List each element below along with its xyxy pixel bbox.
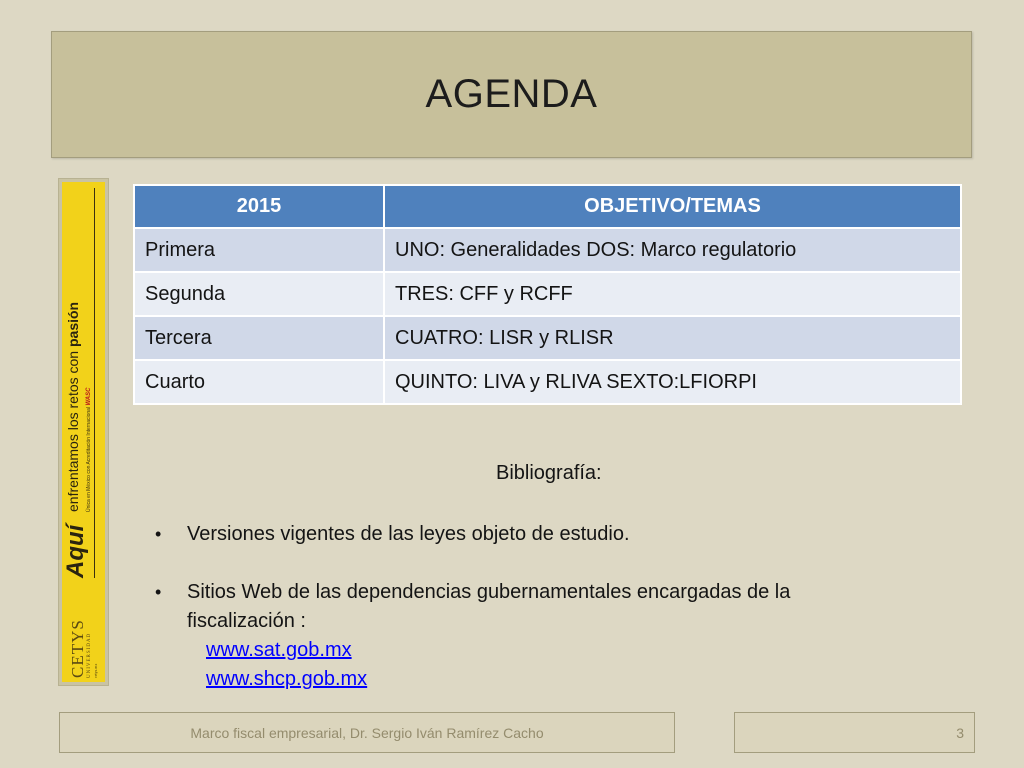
cetys-logo-text: CETYS bbox=[67, 619, 87, 678]
bullet-icon: • bbox=[155, 582, 162, 602]
topic-line: QUINTO: LIVA y RLIVA bbox=[395, 371, 601, 393]
footer-text-box bbox=[59, 712, 675, 753]
topic-line: UNO: Generalidades bbox=[395, 239, 581, 261]
bibliography-heading: Bibliografía: bbox=[496, 462, 602, 484]
table-row bbox=[134, 360, 961, 404]
header-topics: OBJETIVO/TEMAS bbox=[384, 185, 961, 228]
link-line bbox=[187, 665, 900, 694]
topic-line: TRES: CFF y RCFF bbox=[395, 283, 573, 305]
banner-subline bbox=[86, 388, 92, 512]
row-period: Segunda bbox=[134, 272, 384, 316]
slide-title: AGENDA bbox=[425, 72, 598, 116]
row-period: Tercera bbox=[134, 316, 384, 360]
footer-page-box bbox=[734, 712, 975, 753]
bibliography-list bbox=[140, 520, 900, 694]
title-box bbox=[51, 31, 972, 158]
cetys-logo bbox=[62, 586, 105, 678]
list-item bbox=[140, 578, 900, 694]
table-row bbox=[134, 272, 961, 316]
row-topics bbox=[384, 360, 961, 404]
cetys-logo-url: cetys.mx bbox=[92, 663, 98, 678]
header-year: 2015 bbox=[134, 185, 384, 228]
topic-line: SEXTO:LFIORPI bbox=[606, 371, 757, 393]
topic-line: CUATRO: LISR y RLISR bbox=[395, 327, 614, 349]
bibliography-item-text: Sitios Web de las dependencias gubernamentales encargadas de la fiscalización : bbox=[187, 581, 791, 632]
row-topics bbox=[384, 228, 961, 272]
banner-slogan-bold: pasión bbox=[64, 301, 81, 348]
page-number: 3 bbox=[956, 724, 964, 741]
row-topics bbox=[384, 316, 961, 360]
agenda-header-row bbox=[134, 185, 961, 228]
footer-text: Marco fiscal empresarial, Dr. Sergio Iván Ramírez Cacho bbox=[190, 724, 544, 741]
topic-line: DOS: Marco regulatorio bbox=[586, 239, 797, 261]
banner-headline: Aquí bbox=[62, 524, 89, 578]
shcp-link[interactable]: www.shcp.gob.mx bbox=[206, 668, 368, 690]
row-topics bbox=[384, 272, 961, 316]
banner-background bbox=[62, 182, 105, 682]
agenda-table bbox=[133, 184, 962, 405]
list-item bbox=[140, 520, 900, 549]
banner-subline-text: Única en México con Acreditación Internacional bbox=[85, 406, 92, 512]
wasc-logo: WASC bbox=[85, 387, 92, 406]
bullet-icon: • bbox=[155, 524, 162, 544]
bibliography-item-text: Versiones vigentes de las leyes objeto de estudio. bbox=[187, 523, 630, 545]
banner-slogan-prefix: enfrentamos los retos con bbox=[64, 350, 81, 512]
link-line bbox=[187, 636, 900, 665]
sat-link[interactable]: www.sat.gob.mx bbox=[206, 639, 352, 661]
banner-rotated-content bbox=[62, 182, 105, 682]
table-row bbox=[134, 228, 961, 272]
table-row bbox=[134, 316, 961, 360]
row-period: Primera bbox=[134, 228, 384, 272]
banner-divider bbox=[94, 188, 95, 578]
row-period: Cuarto bbox=[134, 360, 384, 404]
cetys-logo-sub: UNIVERSIDAD bbox=[86, 632, 92, 678]
cetys-banner bbox=[58, 178, 109, 686]
banner-slogan bbox=[66, 302, 80, 512]
